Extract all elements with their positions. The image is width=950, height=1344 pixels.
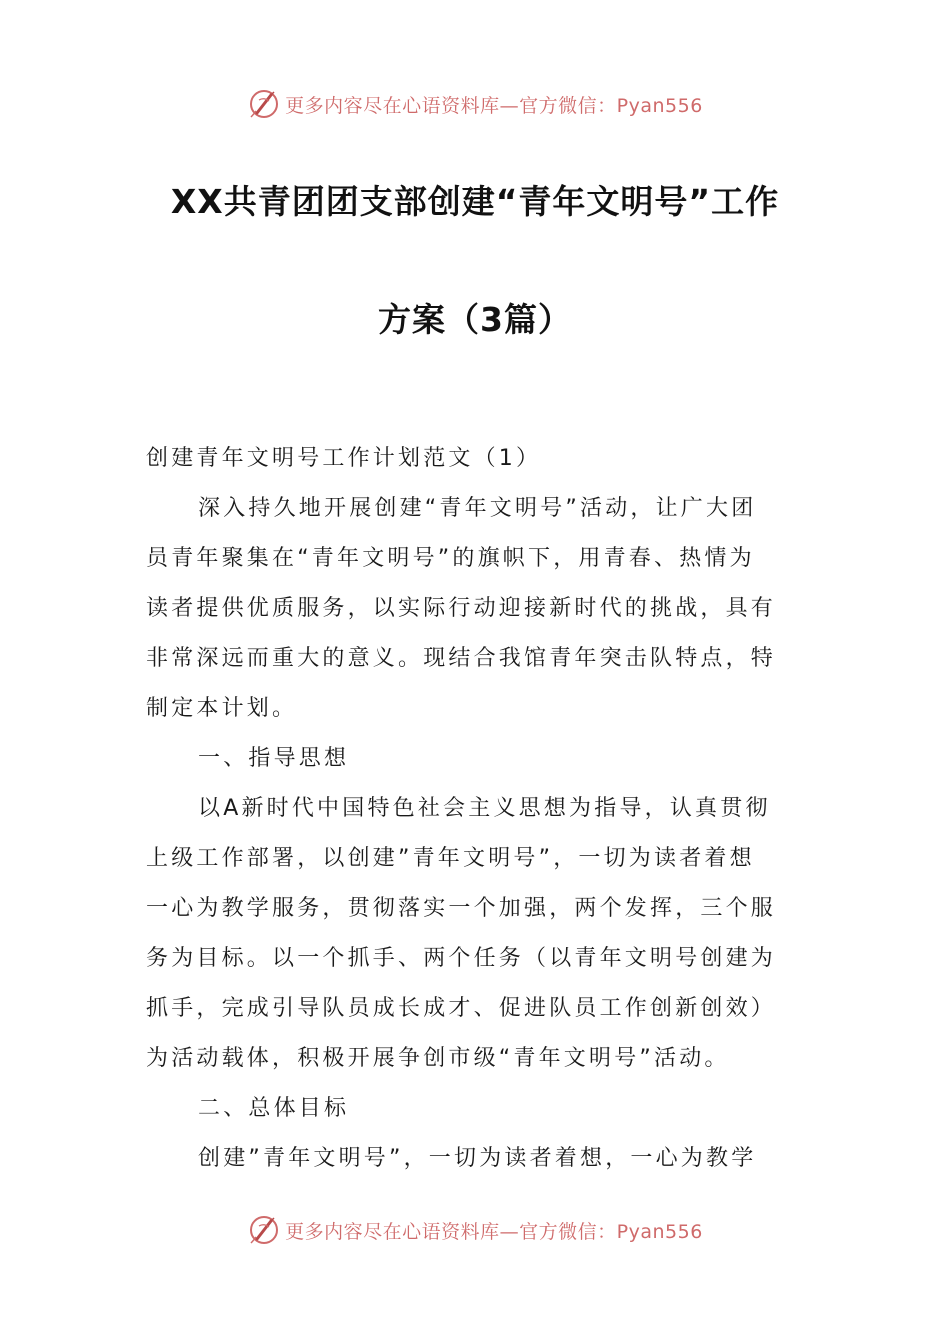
paragraph-line: 非常深远而重大的意义。现结合我馆青年突击队特点，特 [146,646,777,671]
paragraph-line: 深入持久地开展创建“青年文明号”活动，让广大团 [198,496,757,521]
paragraph-line: 抓手，完成引导队员成长成才、促进队员工作创新创效） [146,996,777,1021]
document-title-line2: 方案（3篇） [378,300,572,339]
pen-seal-icon [247,1213,281,1247]
section-heading: 创建青年文明号工作计划范文（1） [146,446,542,471]
paragraph-line: 一心为教学服务，贯彻落实一个加强，两个发挥，三个服 [146,896,777,921]
document-title-line1: XX共青团团支部创建“青年文明号”工作 [170,182,780,221]
banner-wechat-id: Pyan556 [616,94,703,117]
footer-watermark-banner [0,1208,950,1252]
pen-seal-icon [247,87,281,121]
document-body [146,434,808,1184]
paragraph-line: 务为目标。以一个抓手、两个任务（以青年文明号创建为 [146,946,777,971]
paragraph-line: 上级工作部署，以创建”青年文明号”，一切为读者着想 [146,846,755,871]
paragraph-line: 制定本计划。 [146,696,298,721]
paragraph-line: 创建”青年文明号”，一切为读者着想，一心为教学 [198,1146,757,1171]
header-watermark-banner [0,82,950,126]
banner-label: 更多内容尽在心语资料库—官方微信： [285,94,617,117]
paragraph-line: 为活动载体，积极开展争创市级“青年文明号”活动。 [146,1046,730,1071]
banner-text [285,1217,703,1244]
paragraph-line: 读者提供优质服务，以实际行动迎接新时代的挑战，具有 [146,596,777,621]
subheading: 一、指导思想 [198,746,350,771]
banner-label: 更多内容尽在心语资料库—官方微信： [285,1220,617,1243]
paragraph-line: 员青年聚集在“青年文明号”的旗帜下，用青春、热情为 [146,546,755,571]
banner-wechat-id: Pyan556 [616,1220,703,1243]
banner-text [285,91,703,118]
paragraph-line: 以A新时代中国特色社会主义思想为指导，认真贯彻 [198,796,771,821]
subheading: 二、总体目标 [198,1096,350,1121]
